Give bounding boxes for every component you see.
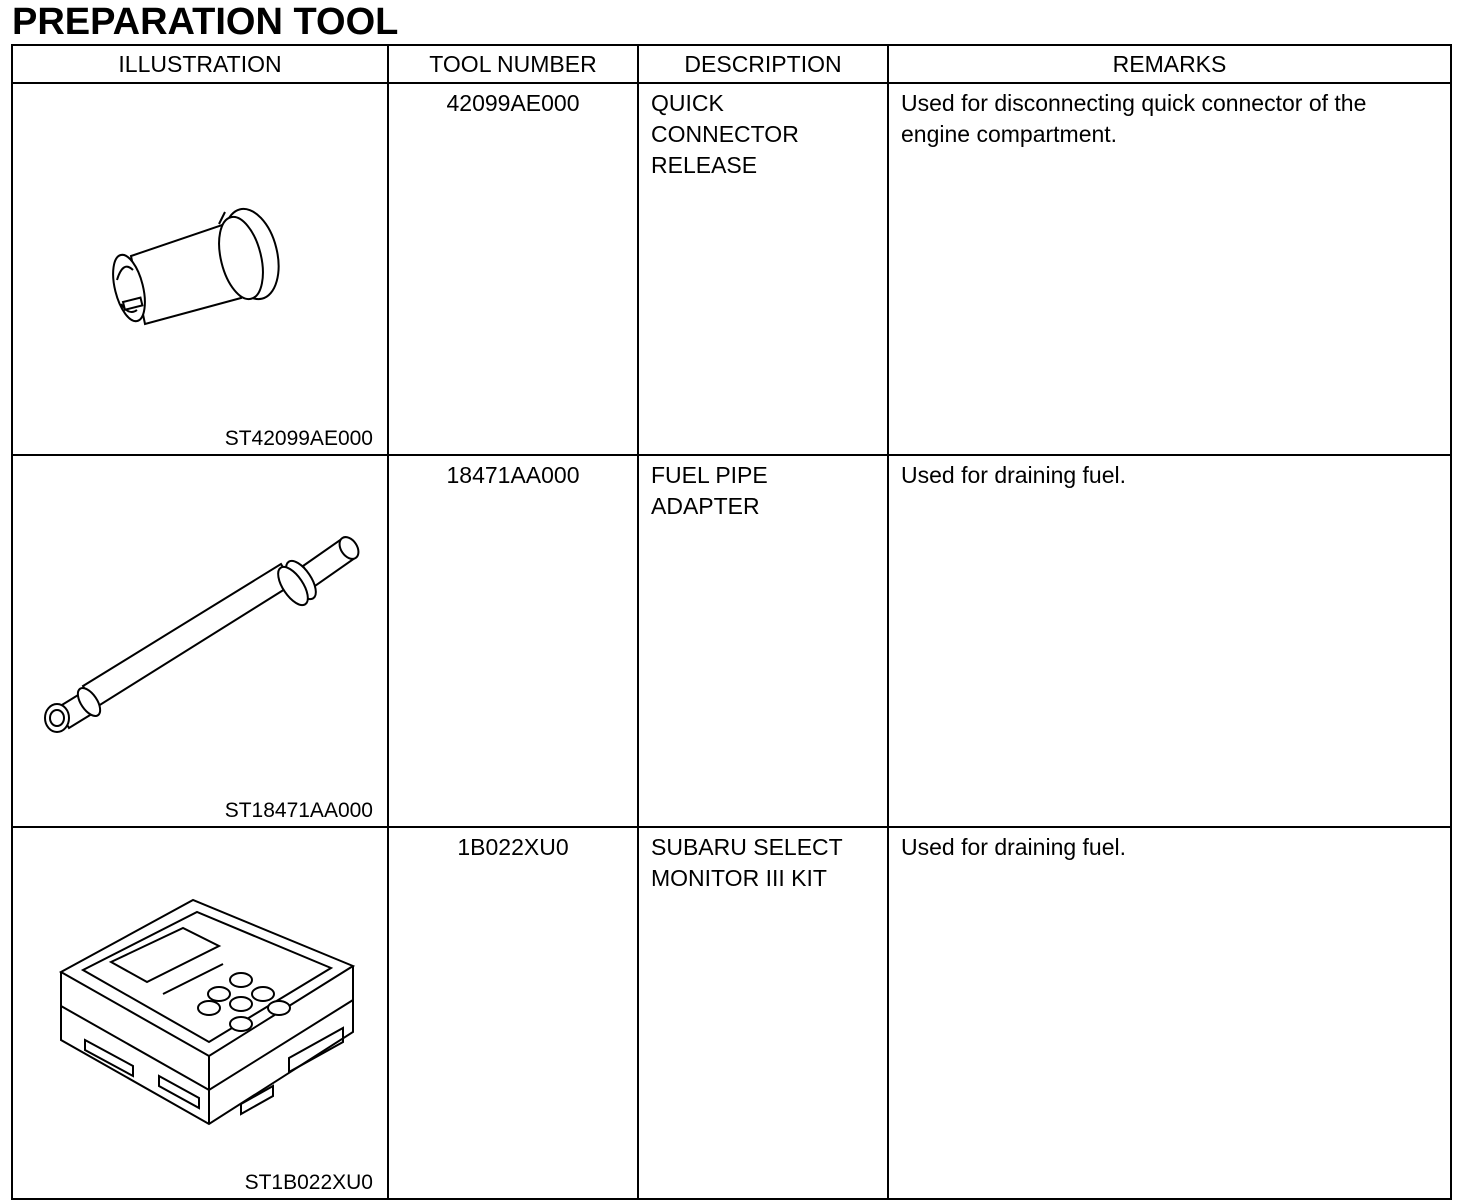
illustration-cell (12, 455, 388, 827)
description-line: CONNECTOR (651, 121, 799, 147)
description-line: MONITOR III KIT (651, 865, 827, 891)
illustration-code: ST18471AA000 (224, 799, 373, 822)
illustration-cell (12, 827, 388, 1199)
description-line: ADAPTER (651, 493, 760, 519)
select-monitor-kit-drawing (13, 828, 389, 1194)
remarks-cell: Used for draining fuel. (888, 455, 1451, 827)
illustration-cell (12, 83, 388, 455)
description-cell (638, 83, 888, 455)
header-remarks: REMARKS (888, 45, 1451, 83)
tool-number-cell: 1B022XU0 (388, 827, 638, 1199)
tool-number-cell: 42099AE000 (388, 83, 638, 455)
header-tool-number: TOOL NUMBER (388, 45, 638, 83)
header-description: DESCRIPTION (638, 45, 888, 83)
table-row (12, 83, 1451, 455)
page-title: PREPARATION TOOL (12, 1, 399, 43)
remarks-cell: Used for draining fuel. (888, 827, 1451, 1199)
illustration-code: ST42099AE000 (224, 427, 373, 450)
description-line: SUBARU SELECT (651, 834, 843, 860)
description-cell (638, 827, 888, 1199)
tool-number-cell: 18471AA000 (388, 455, 638, 827)
description-line: FUEL PIPE (651, 462, 768, 488)
table-row (12, 827, 1451, 1199)
quick-connector-release-drawing (13, 84, 389, 450)
illustration-code: ST1B022XU0 (244, 1171, 373, 1194)
preparation-tool-table (11, 44, 1452, 1200)
description-cell (638, 455, 888, 827)
table-header-row (12, 45, 1451, 83)
remarks-cell: Used for disconnecting quick connector of the engine compartment. (888, 83, 1451, 455)
description-line: QUICK (651, 90, 724, 116)
description-line: RELEASE (651, 152, 758, 178)
fuel-pipe-adapter-drawing (13, 456, 389, 822)
table-row (12, 455, 1451, 827)
header-illustration: ILLUSTRATION (12, 45, 388, 83)
